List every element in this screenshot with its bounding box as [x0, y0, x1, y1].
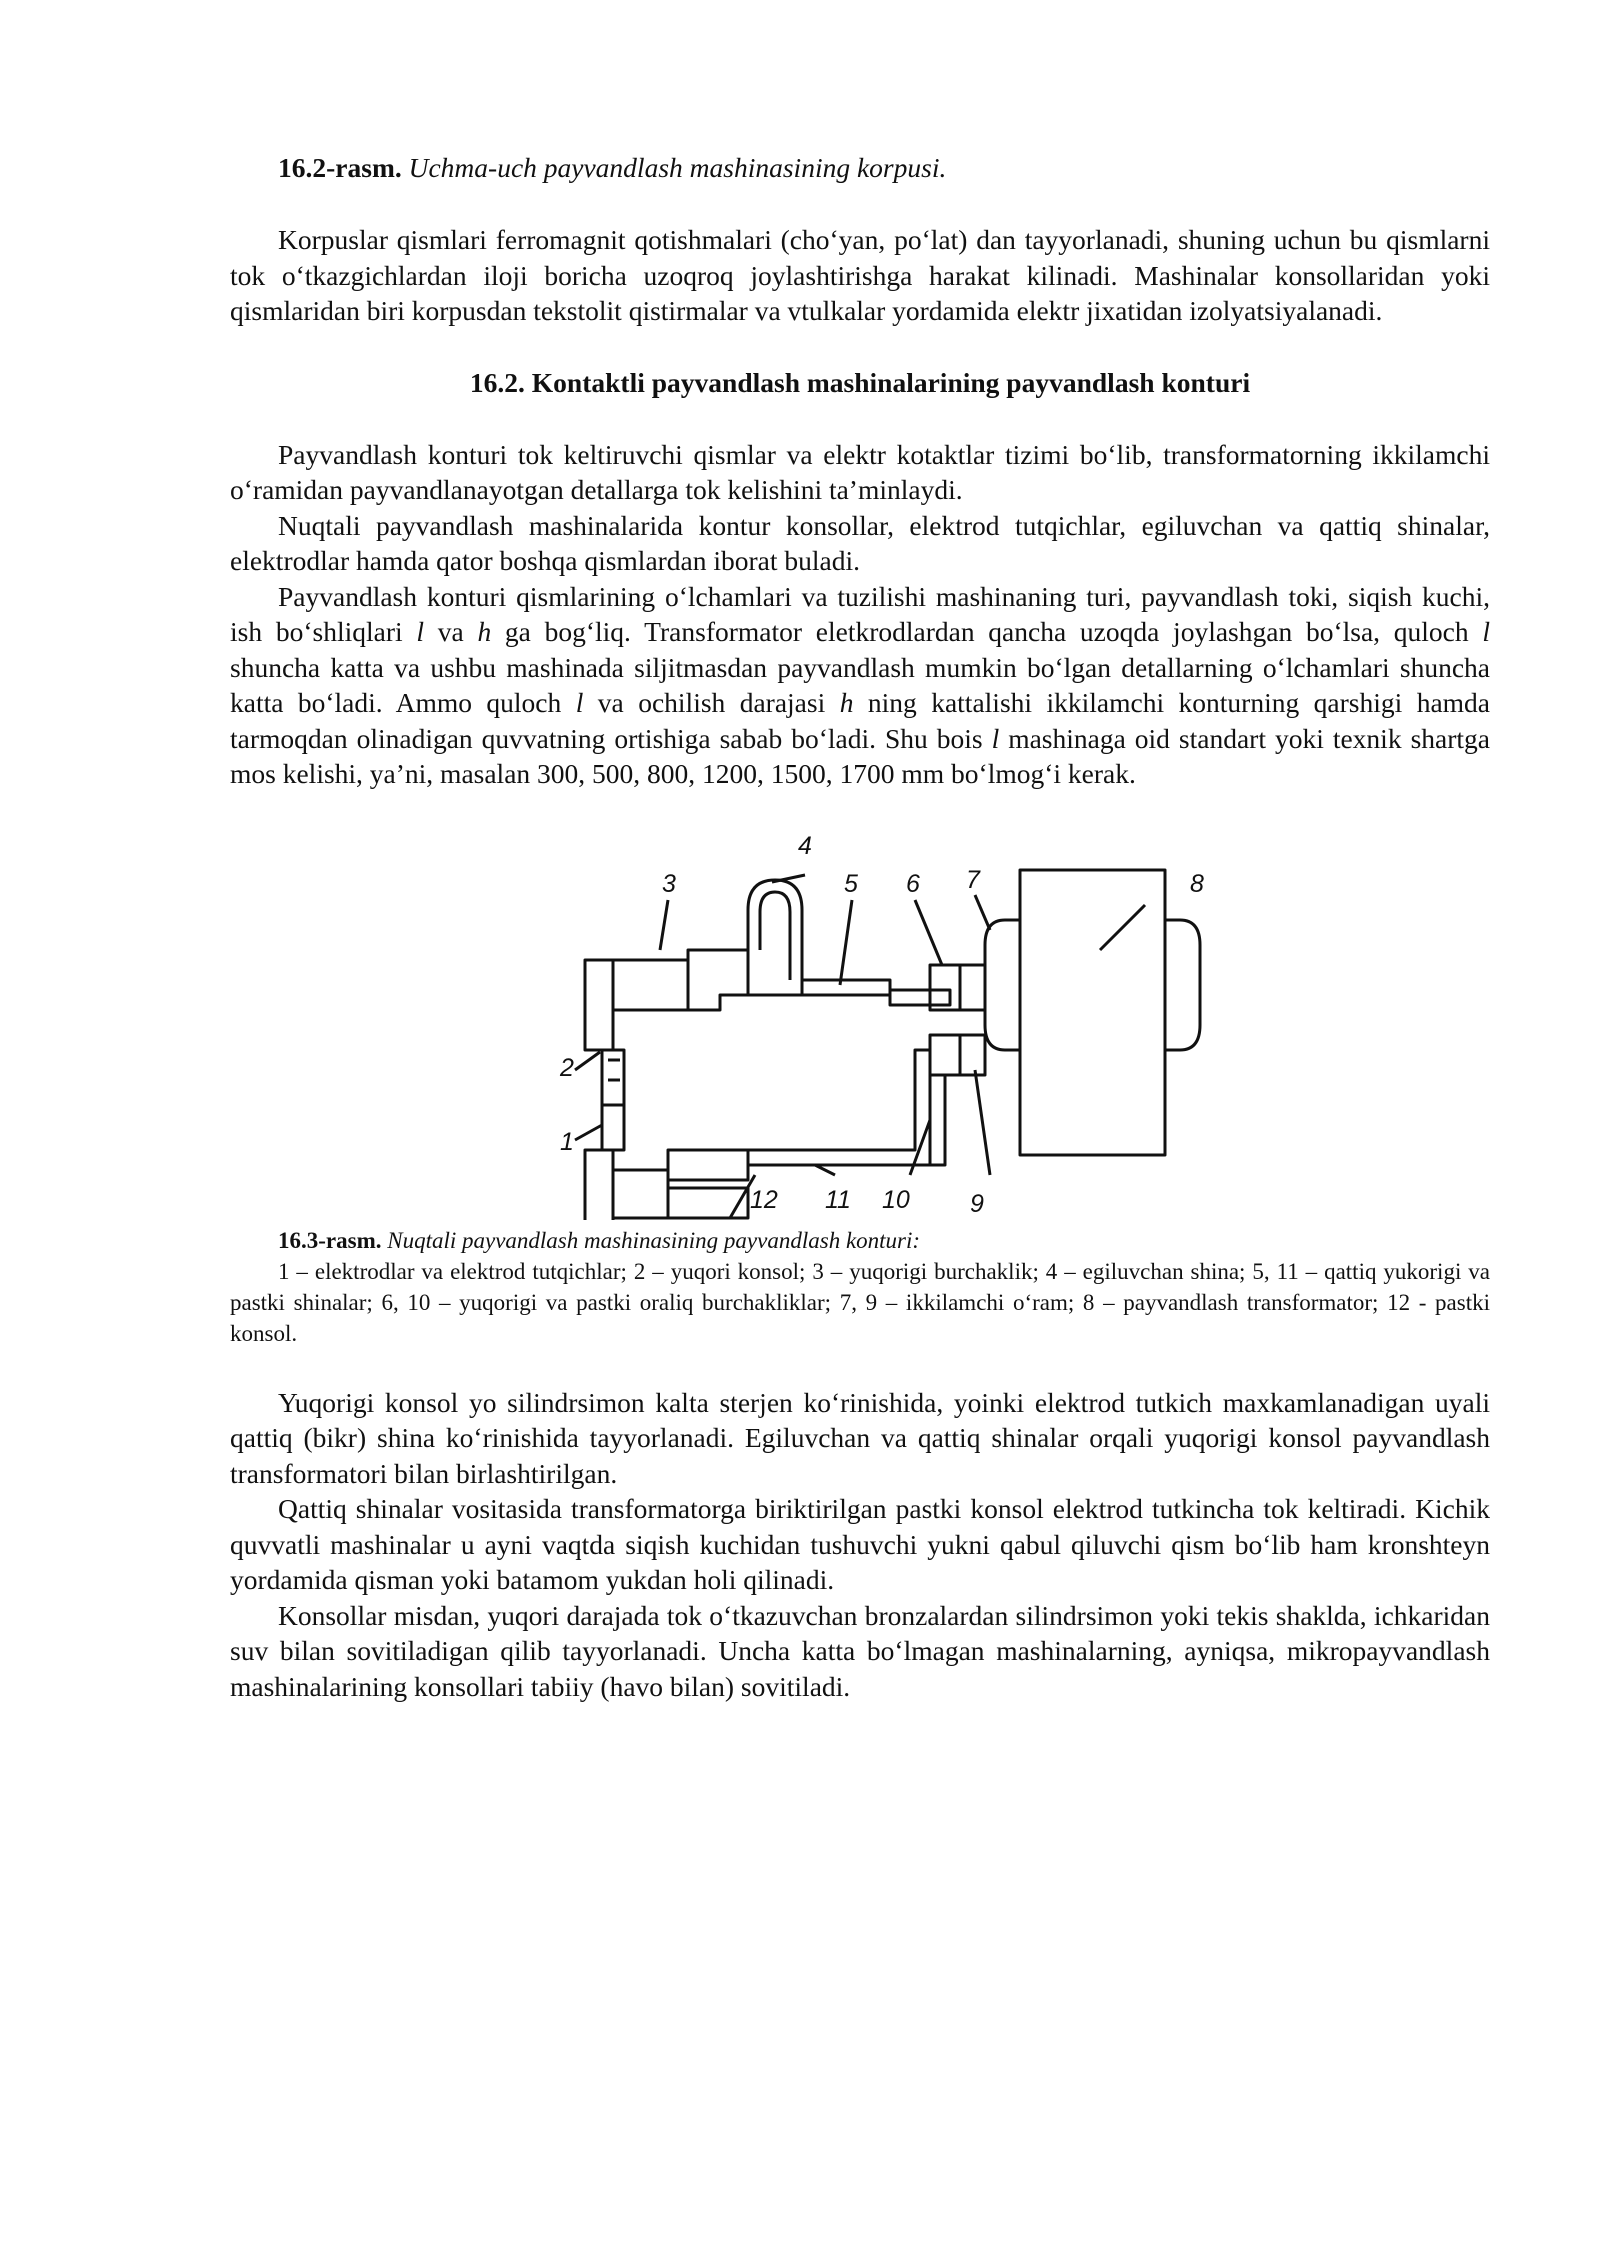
- figure-16-3-legend: 1 – elektrodlar va elektrod tutqichlar; 2 – yuqori konsol; 3 – yuqorigi burchaklik; 4 – egiluvchan shina; 5, 11 – qattiq yukorigi va pastki shinalar; 6, 10 – yuqorigi va pastki oraliq burchakliklar; 7, 9 – ikkilamchi o‘ram; 8 – payvandlash transformator; 12 - pastki konsol.: [230, 1258, 1490, 1346]
- label-10: 10: [882, 1185, 910, 1214]
- figure-16-3-caption: [230, 1226, 1490, 1349]
- flexible-bus-4: [748, 880, 802, 995]
- upper-electrode-holder: [585, 960, 613, 1050]
- diagram-svg: [230, 820, 1490, 1220]
- figure-16-2-title: Uchma-uch payvandlash mashinasining korpusi.: [408, 152, 947, 183]
- label-5: 5: [844, 869, 858, 898]
- label-8: 8: [1190, 869, 1204, 898]
- section-heading: 16.2. Kontaktli payvandlash mashinalarining payvandlash konturi: [469, 366, 1251, 398]
- upper-electrode-tip: [602, 1050, 624, 1105]
- transformer-winding: [985, 920, 1020, 1050]
- figure-16-3-heading: [278, 1226, 1490, 1256]
- label-6: 6: [906, 869, 920, 898]
- figure-16-2-label: 16.2-rasm.: [278, 152, 402, 183]
- document-page: [230, 150, 1490, 1704]
- lower-electrode-holder: [585, 1150, 613, 1220]
- upper-angle-3: [688, 950, 748, 1010]
- transformer-body: [1020, 870, 1165, 1155]
- upper-rigid-bus-5: [802, 980, 890, 995]
- paragraph-olchamlar: Payvandlash konturi qismlarining o‘lchamlari va tuzilishi mashinaning turi, payvandlash toki, siqish kuchi, ish bo‘shliqlari l va h ga bog‘liq. Transformator eletkrodlardan qancha uzoqda joylashgan bo‘lsa, quloch l shuncha katta va ushbu mashinada siljitmasdan payvandlash mumkin bo‘lgan detallarning o‘lchamlari shuncha katta bo‘ladi. Ammo quloch l va ochilish darajasi h ning kattalishi ikkilamchi konturning qarshigi hamda tarmoqdan olinadigan quvvatning ortishiga sabab bo‘ladi. Shu bois l mashinaga oid standart yoki texnik shartga mos kelishi, ya’ni, masalan 300, 500, 800, 1200, 1500, 1700 mm bo‘lmog‘i kerak.: [230, 580, 1491, 789]
- intermediate-angle-10: [930, 1035, 960, 1075]
- label-11: 11: [825, 1185, 851, 1214]
- label-3: 3: [662, 869, 676, 898]
- label-4: 4: [798, 831, 812, 860]
- label-2: 2: [560, 1053, 574, 1082]
- figure-16-2-caption: [278, 150, 1490, 186]
- paragraph-korpuslar: Korpuslar qismlari ferromagnit qotishmalari (cho‘yan, po‘lat) dan tayyorlanadi, shuning uchun bu qismlarni tok o‘tkazgichlardan iloji boricha uzoqroq joylashtirishga harakat kilinadi. Mashinalar konsollaridan yoki qismlaridan biri korpusdan tekstolit qistirmalar va vtulkalar yordamida elektr jixatidan izolyatsiyalanadi.: [230, 224, 1490, 326]
- paragraph-qattiq-shinalar: Qattiq shinalar vositasida transformatorga biriktirilgan pastki konsol elektrod tutkincha tok keltiradi. Kichik quvvatli mashinalar u ayni vaqtda siqish kuchidan tushuvchi yukni qabul qiluvchi qism bo‘lib ham kronshteyn yordamida qisman yoki batamom yukdan holi qilinadi.: [230, 1493, 1490, 1595]
- welding-contour-diagram: [230, 820, 1490, 1220]
- paragraph-nuqtali: Nuqtali payvandlash mashinalarida kontur konsollar, elektrod tutqichlar, egiluvchan va qattiq shinalar, elektrodlar hamda qator boshqa qismlardan iborat buladi.: [230, 509, 1490, 576]
- label-9: 9: [970, 1189, 984, 1218]
- figure-16-3-label: 16.3-rasm.: [278, 1227, 382, 1253]
- paragraph-yuqorigi-konsol: Yuqorigi konsol yo silindrsimon kalta sterjen ko‘rinishida, yoinki elektrod tutkich maxkamlanadigan uyali qattiq (bikr) shina ko‘rinishida tayyorlanadi. Egiluvchan va qattiq shinalar orqali yuqorigi konsol payvandlash transformatori bilan birlashtirilgan.: [230, 1386, 1490, 1489]
- transformer-winding-right: [1165, 920, 1200, 1050]
- figure-16-3-title: Nuqtali payvandlash mashinasining payvandlash konturi:: [387, 1227, 921, 1253]
- lower-electrode-tip: [602, 1105, 624, 1150]
- upper-console-2: [613, 960, 688, 1010]
- paragraph-payvandlash-konturi: Payvandlash konturi tok keltiruvchi qismlar va elektr kotaktlar tizimi bo‘lib, transformatorning ikkilamchi o‘ramidan payvandlanayotgan detallarga tok kelishini ta’minlaydi.: [230, 438, 1490, 505]
- intermediate-angle-6: [930, 965, 960, 1010]
- lower-rigid-bus-11: [748, 1050, 930, 1165]
- lower-console-12: [613, 1170, 668, 1218]
- label-7: 7: [966, 865, 980, 894]
- label-1: 1: [560, 1127, 574, 1156]
- paragraph-konsollar: Konsollar misdan, yuqori darajada tok o‘tkazuvchan bronzalardan silindrsimon yoki tekis shaklda, ichkaridan suv bilan sovitiladigan qilib tayyorlanadi. Uncha katta bo‘lmagan mashinalarning, ayniqsa, mikropayvandlash mashinalarining konsollari tabiiy (havo bilan) sovitiladi.: [230, 1599, 1490, 1702]
- label-12: 12: [750, 1185, 778, 1214]
